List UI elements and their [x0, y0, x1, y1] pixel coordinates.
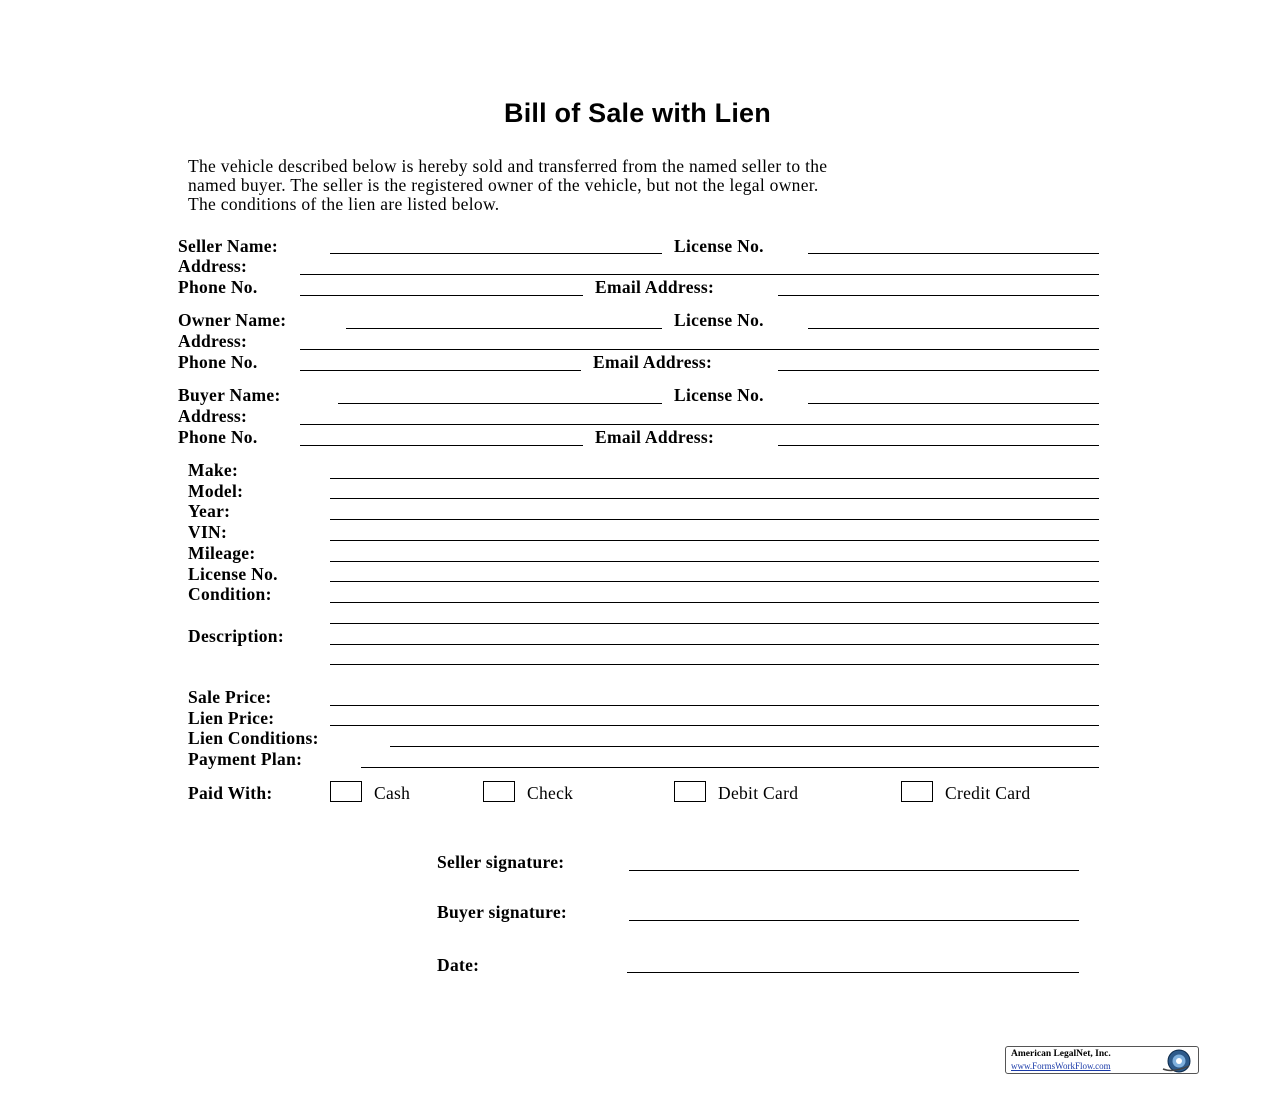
- vin-label: VIN:: [188, 522, 228, 542]
- owner-phone-field[interactable]: [300, 370, 581, 371]
- paid-with-label: Paid With:: [188, 783, 273, 803]
- owner-license-label: License No.: [674, 310, 764, 330]
- lien-price-label: Lien Price:: [188, 708, 275, 728]
- seller-license-label: License No.: [674, 236, 764, 256]
- seller-license-field[interactable]: [808, 253, 1099, 254]
- page-title: Bill of Sale with Lien: [504, 98, 771, 128]
- globe-icon: [1159, 1048, 1195, 1074]
- owner-name-label: Owner Name:: [178, 310, 287, 330]
- credit-card-option-label: Credit Card: [945, 783, 1031, 803]
- buyer-phone-label: Phone No.: [178, 427, 258, 447]
- owner-phone-label: Phone No.: [178, 352, 258, 372]
- buyer-email-label: Email Address:: [595, 427, 715, 447]
- vehicle-license-field[interactable]: [330, 581, 1099, 582]
- buyer-address-field[interactable]: [300, 424, 1099, 425]
- condition-field[interactable]: [330, 602, 1099, 603]
- owner-email-field[interactable]: [778, 370, 1099, 371]
- description-field-line-1[interactable]: [330, 623, 1099, 624]
- forms-workflow-logo[interactable]: [1005, 1046, 1199, 1074]
- intro-line-1: The vehicle described below is hereby sold and transferred from the named seller to the: [188, 156, 828, 176]
- seller-phone-label: Phone No.: [178, 277, 258, 297]
- owner-license-field[interactable]: [808, 328, 1099, 329]
- lien-conditions-label: Lien Conditions:: [188, 728, 319, 748]
- owner-address-label: Address:: [178, 331, 248, 351]
- vehicle-license-label: License No.: [188, 564, 278, 584]
- credit-card-checkbox[interactable]: [901, 781, 933, 802]
- sale-price-label: Sale Price:: [188, 687, 272, 707]
- company-name: American LegalNet, Inc.: [1011, 1049, 1111, 1059]
- company-url-link[interactable]: www.FormsWorkFlow.com: [1011, 1061, 1111, 1071]
- seller-email-label: Email Address:: [595, 277, 715, 297]
- buyer-license-label: License No.: [674, 385, 764, 405]
- mileage-field[interactable]: [330, 561, 1099, 562]
- year-label: Year:: [188, 501, 231, 521]
- seller-phone-field[interactable]: [300, 295, 583, 296]
- make-label: Make:: [188, 460, 239, 480]
- seller-email-field[interactable]: [778, 295, 1099, 296]
- year-field[interactable]: [330, 519, 1099, 520]
- debit-card-option-label: Debit Card: [718, 783, 799, 803]
- make-field[interactable]: [330, 478, 1099, 479]
- description-field-line-3[interactable]: [330, 664, 1099, 665]
- owner-name-field[interactable]: [346, 328, 662, 329]
- buyer-name-field[interactable]: [338, 403, 662, 404]
- description-label: Description:: [188, 626, 284, 646]
- lien-conditions-field[interactable]: [390, 746, 1099, 747]
- model-label: Model:: [188, 481, 244, 501]
- buyer-signature-label: Buyer signature:: [437, 902, 568, 922]
- seller-address-label: Address:: [178, 256, 248, 276]
- lien-price-field[interactable]: [330, 725, 1099, 726]
- description-field-line-2[interactable]: [330, 644, 1099, 645]
- seller-signature-label: Seller signature:: [437, 852, 565, 872]
- cash-checkbox[interactable]: [330, 781, 362, 802]
- mileage-label: Mileage:: [188, 543, 256, 563]
- condition-label: Condition:: [188, 584, 272, 604]
- payment-plan-label: Payment Plan:: [188, 749, 303, 769]
- intro-line-3: The conditions of the lien are listed below.: [188, 194, 500, 214]
- seller-signature-field[interactable]: [629, 870, 1079, 871]
- model-field[interactable]: [330, 498, 1099, 499]
- buyer-name-label: Buyer Name:: [178, 385, 281, 405]
- seller-address-field[interactable]: [300, 274, 1099, 275]
- owner-address-field[interactable]: [300, 349, 1099, 350]
- payment-plan-field[interactable]: [361, 767, 1099, 768]
- buyer-email-field[interactable]: [778, 445, 1099, 446]
- buyer-phone-field[interactable]: [300, 445, 583, 446]
- owner-email-label: Email Address:: [593, 352, 713, 372]
- debit-card-checkbox[interactable]: [674, 781, 706, 802]
- date-label: Date:: [437, 955, 480, 975]
- seller-name-label: Seller Name:: [178, 236, 278, 256]
- check-checkbox[interactable]: [483, 781, 515, 802]
- vin-field[interactable]: [330, 540, 1099, 541]
- intro-line-2: named buyer. The seller is the registered owner of the vehicle, but not the legal owner.: [188, 175, 819, 195]
- intro-text: [188, 157, 1108, 214]
- date-field[interactable]: [627, 972, 1079, 973]
- check-option-label: Check: [527, 783, 574, 803]
- cash-option-label: Cash: [374, 783, 411, 803]
- buyer-address-label: Address:: [178, 406, 248, 426]
- buyer-license-field[interactable]: [808, 403, 1099, 404]
- sale-price-field[interactable]: [330, 705, 1099, 706]
- buyer-signature-field[interactable]: [629, 920, 1079, 921]
- seller-name-field[interactable]: [330, 253, 662, 254]
